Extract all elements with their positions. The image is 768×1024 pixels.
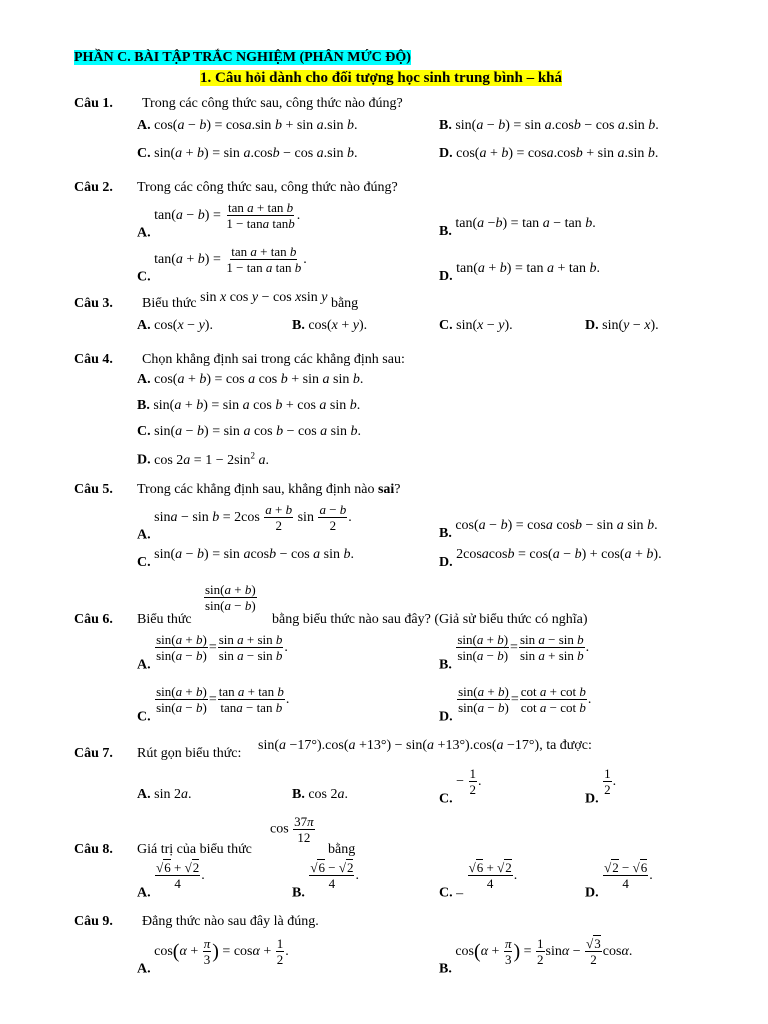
option-a[interactable]: A. cos(x − y).: [137, 318, 213, 333]
question-text: Biểu thức sin x cos y − cos xsin y bằng: [142, 290, 359, 311]
option-b-formula: cos(a − b) = cosa cosb − sin a sin b.: [455, 518, 658, 533]
option-d-formula: $\frac{1}{2}$ .: [604, 766, 617, 797]
option-b-formula: tan(a −b) = tan a − tan b.: [455, 216, 596, 231]
option-c-formula: sin(a − b) = sin acosb − cos a sin b.: [154, 547, 355, 562]
question-text: Biểu thức: [137, 612, 192, 627]
expression: sin x cos y − cos xsin y: [200, 290, 328, 305]
question-text: Rút gọn biểu thức:: [137, 746, 242, 761]
option-c-formula: tan(a + b) = $\frac{\text{tan a + tan b}}{\text{1 − tan a tan b}}$ .: [154, 244, 307, 275]
option-c-formula: sin(x − y).: [456, 318, 513, 333]
option-d[interactable]: D. $\frac{√2 - √6}{4}$ .: [585, 860, 653, 901]
question-text: Giá trị của biểu thức: [137, 842, 252, 857]
option-b-formula: $\frac{\sin(a + b)}{\sin(a - b)}$ = $\frac{\text{sin a − sin b}}{\text{sin a + sin b}}$ .: [457, 632, 590, 663]
question-text: Trong các công thức sau, công thức nào đúng?: [142, 96, 403, 111]
option-d[interactable]: D. $\frac{1}{2}$ .: [585, 766, 617, 807]
option-c-formula: $\frac{\sin(a + b)}{\sin(a - b)}$ = $\frac{\text{tan a + tan b}}{\text{tana − tan b}}$ .: [156, 684, 290, 715]
option-c-formula: sin(a − b) = sin a cos b − cos a sin b.: [154, 424, 362, 439]
option-b[interactable]: B. $\frac{\sin(a + b)}{\sin(a - b)}$ = $\frac{\text{sin a − sin b}}{\text{sin a + sin b}}$ .: [439, 632, 590, 673]
option-c-formula: sin(a + b) = sin a.cosb − cos a.sin b.: [154, 146, 358, 161]
option-a-formula: sin 2a.: [154, 787, 192, 802]
option-b[interactable]: B. cos(α + $\frac{\pi}{3}$ ) = $\frac{1}{2}$ sinα − $\frac{√3}{2}$ cosα.: [439, 936, 633, 977]
question-label: Câu 9.: [74, 914, 113, 929]
option-d-formula: sin(y − x).: [602, 318, 659, 333]
option-b-formula: $\frac{√6 - √2}{4}$ .: [310, 860, 359, 891]
option-b[interactable]: B. sin(a − b) = sin a.cosb − cos a.sin b.: [439, 118, 659, 133]
option-a[interactable]: A. $\frac{\sin(a + b)}{\sin(a - b)}$ = $\frac{\text{sin a + sin b}}{\text{sin a − sin b}}$ .: [137, 632, 288, 673]
option-d[interactable]: D. $\cos 2a = 1 - 2\sin^2$ a.: [137, 450, 269, 468]
option-a[interactable]: A. sina − sin b = 2cos $\frac{a + b}{2}$ sin $\frac{a - b}{2}$ .: [137, 502, 352, 543]
option-c-formula: – $\frac{√6 + √2}{4}$ .: [456, 860, 518, 901]
option-b-formula: sin(a + b) = sin a cos b + cos a sin b.: [153, 398, 361, 413]
question-label: Câu 5.: [74, 482, 113, 497]
option-b-formula: cos 2a.: [308, 787, 349, 802]
expression: $\frac{\sin(a + b)}{\sin(a - b)}$: [205, 582, 256, 613]
option-d-formula: 2cosacosb = cos(a − b) + cos(a + b).: [456, 547, 662, 562]
section-heading: PHẦN C. BÀI TẬP TRẮC NGHIỆM (PHÂN MỨC ĐỘ): [74, 50, 411, 65]
option-a-formula: sina − sin b = 2cos $\frac{a + b}{2}$ sin $\frac{a - b}{2}$ .: [154, 502, 352, 533]
option-d[interactable]: D. $\frac{\sin(a + b)}{\sin(a - b)}$ = $\frac{\text{cot a + cot b}}{\text{cot a − cot b}}$ .: [439, 684, 592, 725]
option-b[interactable]: B. cos 2a.: [292, 787, 349, 802]
question-text-cont: bằng: [328, 842, 356, 857]
option-a-formula: $\frac{√6 + √2}{4}$ .: [156, 860, 205, 891]
option-a-formula: tan(a − b) = $\frac{\text{tan a + tan b}}{\text{1 − tana tanb}}$ .: [154, 200, 301, 231]
option-b[interactable]: B. sin(a + b) = sin a cos b + cos a sin b.: [137, 398, 361, 413]
option-d[interactable]: D. tan(a + b) = tan a + tan b.: [439, 261, 600, 284]
option-a[interactable]: A. cos(a + b) = cos a cos b + sin a sin b.: [137, 372, 364, 387]
section-subheading: 1. Câu hỏi dành cho đối tượng học sinh trung bình – khá: [200, 70, 563, 86]
option-b[interactable]: B. tan(a −b) = tan a − tan b.: [439, 216, 596, 239]
option-d[interactable]: D. sin(y − x).: [585, 318, 659, 333]
option-d-formula: $\frac{√2 - √6}{4}$ .: [604, 860, 653, 891]
option-b[interactable]: B. cos(a − b) = cosa cosb − sin a sin b.: [439, 518, 658, 541]
question-text: Trong các khẳng định sau, khẳng định nào sai?: [137, 482, 401, 497]
option-c-formula: − $\frac{1}{2}$ .: [456, 766, 482, 797]
question-text: Chọn khẳng định sai trong các khẳng định sau:: [142, 352, 405, 367]
option-d-formula: $\cos 2a = 1 - 2\sin^2$ a.: [154, 450, 269, 468]
option-d-formula: tan(a + b) = tan a + tan b.: [456, 261, 600, 276]
question-label: Câu 7.: [74, 746, 113, 761]
option-a-formula: $\frac{\sin(a + b)}{\sin(a - b)}$ = $\frac{\text{sin a + sin b}}{\text{sin a − sin b}}$ .: [156, 632, 288, 663]
option-d-formula: $\frac{\sin(a + b)}{\sin(a - b)}$ = $\frac{\text{cot a + cot b}}{\text{cot a − cot b}}$ .: [458, 684, 592, 715]
option-a-formula: cos(a + b) = cos a cos b + sin a sin b.: [154, 372, 364, 387]
option-a[interactable]: A. cos(α + $\frac{\pi}{3}$ ) = cosα + $\frac{1}{2}$ .: [137, 936, 289, 977]
question-label: Câu 1.: [74, 96, 113, 111]
option-d[interactable]: D. cos(a + b) = cosa.cosb + sin a.sin b.: [439, 146, 659, 161]
expression: sin(a −17°).cos(a +13°) − sin(a +13°).cos(a −17°), ta được:: [258, 738, 592, 753]
option-b[interactable]: B. cos(x + y).: [292, 318, 368, 333]
option-a[interactable]: A. sin 2a.: [137, 787, 192, 802]
option-b-formula: sin(a − b) = sin a.cosb − cos a.sin b.: [455, 118, 659, 133]
question-label: Câu 2.: [74, 180, 113, 195]
option-a[interactable]: A. $\frac{√6 + √2}{4}$ .: [137, 860, 205, 901]
option-b-formula: cos(α + $\frac{\pi}{3}$ ) = $\frac{1}{2}$ sinα − $\frac{√3}{2}$ cosα.: [455, 936, 633, 967]
option-c[interactable]: C. sin(a − b) = sin acosb − cos a sin b.: [137, 547, 355, 570]
option-a-formula: cos(a − b) = cosa.sin b + sin a.sin b.: [154, 118, 358, 133]
expression: cos $\frac{37\pi}{12}$: [270, 814, 314, 845]
option-c[interactable]: C. sin(a + b) = sin a.cosb − cos a.sin b.: [137, 146, 358, 161]
option-c[interactable]: C. tan(a + b) = $\frac{\text{tan a + tan b}}{\text{1 − tan a tan b}}$ .: [137, 244, 307, 285]
option-d[interactable]: D. 2cosacosb = cos(a − b) + cos(a + b).: [439, 547, 662, 570]
question-text-cont: bằng biểu thức nào sau đây? (Giả sử biểu thức có nghĩa): [272, 612, 588, 627]
option-b[interactable]: B. $\frac{√6 - √2}{4}$ .: [292, 860, 359, 901]
option-a[interactable]: A. tan(a − b) = $\frac{\text{tan a + tan b}}{\text{1 − tana tanb}}$ .: [137, 200, 301, 241]
option-d-formula: cos(a + b) = cosa.cosb + sin a.sin b.: [456, 146, 659, 161]
question-text: Trong các công thức sau, công thức nào đúng?: [137, 180, 398, 195]
question-label: Câu 6.: [74, 612, 113, 627]
option-c[interactable]: C. – $\frac{√6 + √2}{4}$ .: [439, 860, 518, 901]
option-c[interactable]: C. − $\frac{1}{2}$ .: [439, 766, 482, 807]
question-label: Câu 3.: [74, 296, 113, 311]
option-c[interactable]: C. sin(x − y).: [439, 318, 513, 333]
option-c[interactable]: C. $\frac{\sin(a + b)}{\sin(a - b)}$ = $\frac{\text{tan a + tan b}}{\text{tana − tan b}}$ .: [137, 684, 290, 725]
option-a[interactable]: A. cos(a − b) = cosa.sin b + sin a.sin b.: [137, 118, 358, 133]
question-label: Câu 4.: [74, 352, 113, 367]
option-a-formula: cos(α + $\frac{\pi}{3}$ ) = cosα + $\frac{1}{2}$ .: [154, 936, 289, 967]
option-b-formula: cos(x + y).: [308, 318, 368, 333]
option-c[interactable]: C. sin(a − b) = sin a cos b − cos a sin b.: [137, 424, 362, 439]
question-label: Câu 8.: [74, 842, 113, 857]
option-a-formula: cos(x − y).: [154, 318, 213, 333]
question-text: Đẳng thức nào sau đây là đúng.: [142, 914, 319, 929]
